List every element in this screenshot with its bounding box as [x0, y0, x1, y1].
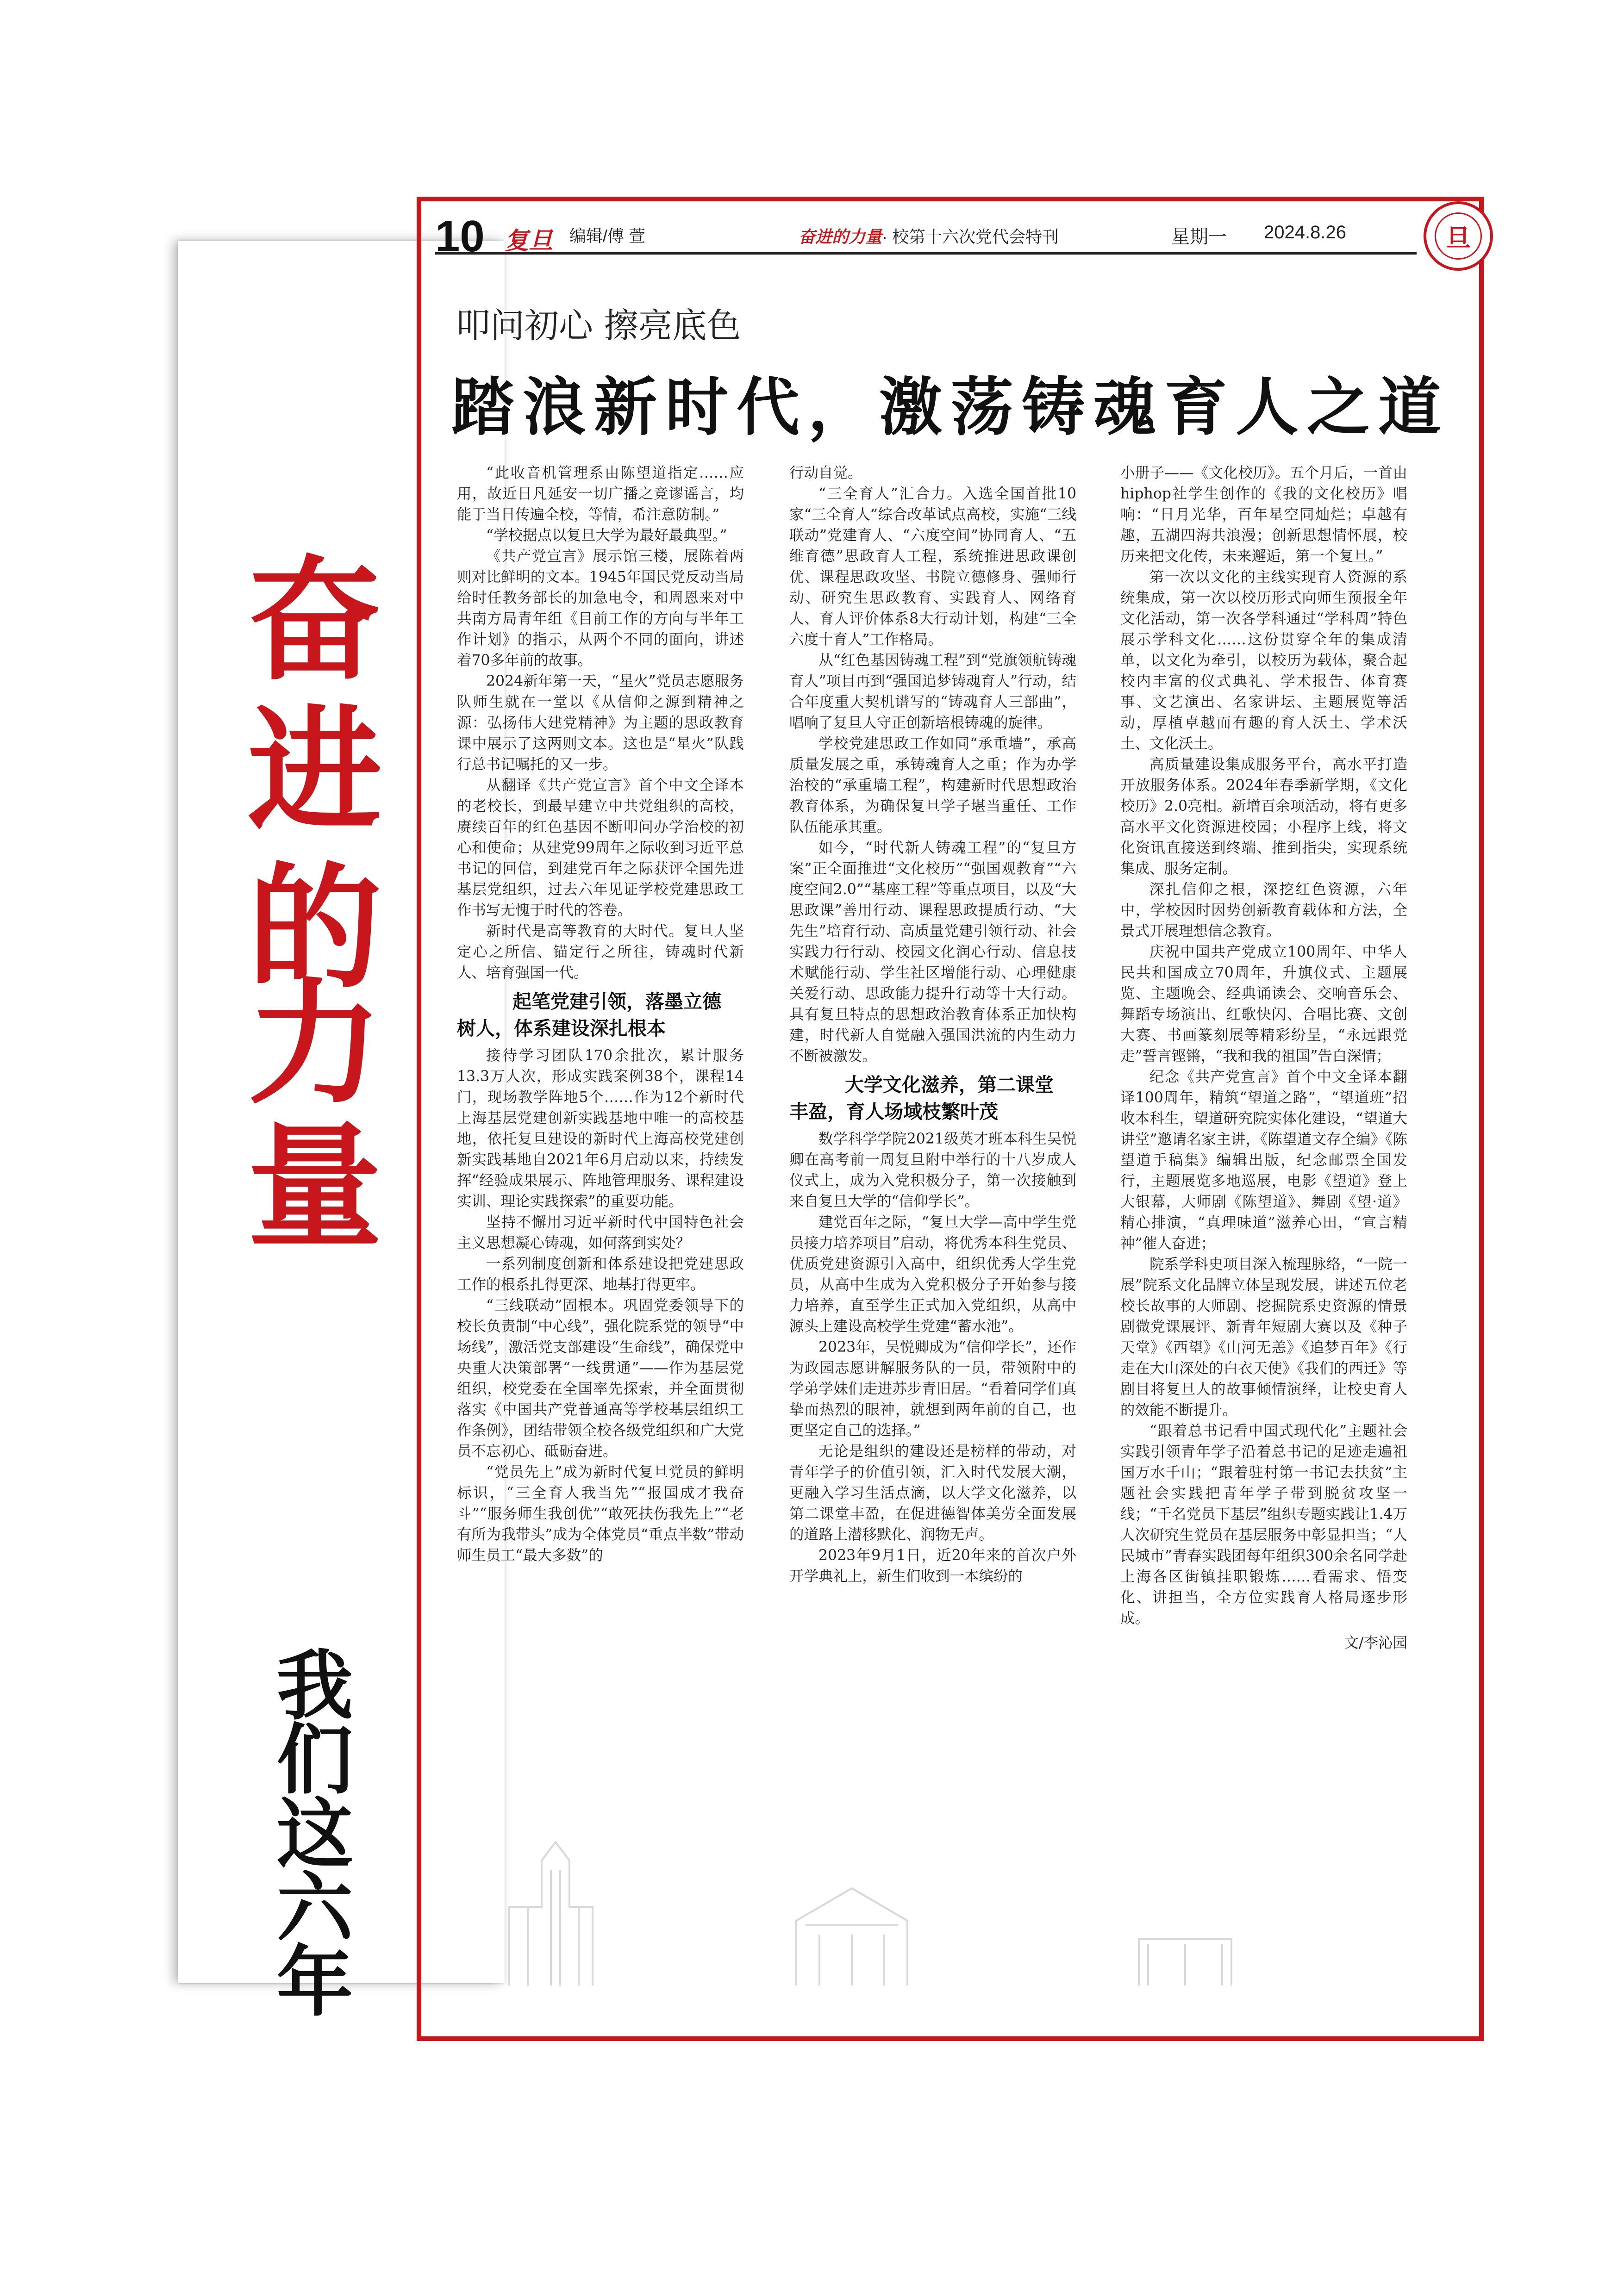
- tagline-char: 六: [276, 1863, 353, 1953]
- article-paragraph: “三全育人”汇合力。入选全国首批10家“三全育人”综合改革试点高校，实施“三线联动”党建育人、“六度空间”协同育人、“五维育德”思政育人工程，系统推进思政课创优、课程思政攻坚、书院立德修身、强师行动、研究生思政教育、实践育人、网络育人、育人评价体系8大行动计划，构建“三全六度十育人”工作格局。: [789, 485, 1076, 648]
- article-paragraph: 一系列制度创新和体系建设把党建思政工作的根系扎得更深、地基打得更牢。: [457, 1256, 744, 1293]
- tagline-char: 年: [276, 1937, 353, 2027]
- article-paragraph: 院系学科史项目深入梳理脉络，“一院一展”院系文化品牌立体呈现发展，讲述五位老校长故事的大师剧、挖掘院系史资源的情景剧微党课展评、新青年短剧大赛以及《种子天堂》《西望》《山河无恙》《追梦百年》《行走在大山深处的白衣天使》《我们的西迁》等剧目将复旦人的故事倾情演绎，让校史育人的效能不断提升。: [1120, 1256, 1407, 1419]
- article-headline: 踏浪新时代，激荡铸魂育人之道: [451, 371, 1449, 444]
- article-paragraph: 2023年，吴悦卿成为“信仰学长”，还作为政园志愿讲解服务队的一员，带领附中的学弟学妹们走进苏步青旧居。“看着同学们真挚而热烈的眼神，就想到两年前的自己，也更坚定自己的选择。”: [789, 1339, 1076, 1439]
- section-heading-line: 起笔党建引领，落墨立德: [512, 990, 721, 1013]
- seal-text: 旦: [1446, 223, 1471, 253]
- section-heading-line: 树人，体系建设深扎根本: [457, 1017, 666, 1039]
- article-column-2: [789, 463, 1076, 1587]
- calligraphy-char: 力: [248, 965, 382, 1122]
- article-paragraph: “学校据点以复旦大学为最好最典型。”: [486, 527, 727, 544]
- special-edition: [799, 224, 1059, 248]
- article-paragraph: 数学科学学院2021级英才班本科生吴悦卿在高考前一周复旦附中举行的十八岁成人仪式上，成为入党积极分子，第一次接触到来自复旦大学的“信仰学长”。: [789, 1131, 1076, 1210]
- special-edition-brand: 奋进的力量: [799, 227, 882, 246]
- author-byline: 文/李沁园: [1344, 1635, 1407, 1651]
- article-paragraph: 坚持不懈用习近平新时代中国特色社会主义思想凝心铸魂，如何落到实处？: [457, 1214, 744, 1251]
- tagline-char: 我: [276, 1641, 353, 1730]
- page-header: [435, 212, 1417, 261]
- university-seal-icon: [1424, 201, 1493, 271]
- article-paragraph: 庆祝中国共产党成立100周年、中华人民共和国成立70周年，升旗仪式、主题展览、主题晚会、经典诵读会、交响音乐会、舞蹈专场演出、红歌快闪、合唱比赛、文创大赛、书画篆刻展等精彩纷呈，“永远跟党走”誓言铿锵，“我和我的祖国”告白深情；: [1120, 944, 1407, 1064]
- calligraphy-char: 进: [248, 692, 382, 849]
- calligraphy-char: 奋: [248, 541, 382, 699]
- article-paragraph: 高质量建设集成服务平台，高水平打造开放服务体系。2024年春季新学期，《文化校历》2.0亮相。新增百余项活动，将有更多高水平文化资源进校园；小程序上线，将文化资讯直接送到终端、推到指尖，实现系统集成、服务定制。: [1120, 756, 1407, 877]
- section-heading: [789, 1071, 1076, 1125]
- article-paragraph: 2023年9月1日，近20年来的首次户外开学典礼上，新生们收到一本缤纷的: [789, 1547, 1076, 1585]
- article-paragraph: 从翻译《共产党宣言》首个中文全译本的老校长，到最早建立中共党组织的高校，赓续百年的红色基因不断叩问办学治校的初心和使命；从建党99周年之际收到习近平总书记的回信，到建党百年之际获评全国先进基层党组织，过去六年见证学校党建思政工作书写无愧于时代的答卷。: [457, 777, 744, 919]
- article-paragraph: 深扎信仰之根，深挖红色资源，六年中，学校因时因势创新教育载体和方法，全景式开展理想信念教育。: [1120, 881, 1407, 940]
- article-paragraph: 第一次以文化的主线实现育人资源的系统集成，第一次以校历形式向师生预报全年文化活动，第一次各学科通过“学科周”特色展示学科文化……这份贯穿全年的集成清单，以文化为牵引，以校历为载体，聚合起校内丰富的仪式典礼、学术报告、体育赛事、文艺演出、名家讲坛、主题展览等活动，厚植卓越而有趣的育人沃土、学术沃土、文化沃土。: [1120, 569, 1407, 752]
- article-paragraph: 从“红色基因铸魂工程”到“党旗领航铸魂育人”项目再到“强国追梦铸魂育人”行动，结合年度重大契机谱写的“铸魂育人三部曲”，唱响了复旦人守正创新培根铸魂的旋律。: [789, 652, 1076, 731]
- article-paragraph: 建党百年之际，“复旦大学—高中学生党员接力培养项目”启动，将优秀本科生党员、优质党建资源引入高中，组织优秀大学生党员，从高中生成为入党积极分子开始参与接力培养，直至学生正式加入党组织，从高中源头上建设高校学生党建“蓄水池”。: [789, 1214, 1076, 1335]
- article-paragraph: “跟着总书记看中国式现代化”主题社会实践引领青年学子沿着总书记的足迹走遍祖国万水千山；“跟着驻村第一书记去扶贫”主题社会实践把青年学子带到脱贫攻坚一线；“千名党员下基层”组织专题实践让1.4万人次研究生党员在基层服务中彰显担当；“人民城市”青春实践团每年组织300余名同学赴上海各区街镇挂职锻炼……看需求、悟变化、讲担当，全方位实践育人格局逐步形成。: [1120, 1423, 1407, 1627]
- article-paragraph: “此收音机管理系由陈望道指定……应用，故近日凡延安一切广播之竞谬谣言，均能于当日传遍全校，等情，希注意防制。”: [457, 465, 744, 523]
- article-paragraph: 纪念《共产党宣言》首个中文全译本翻译100周年，精筑“望道之路”，“望道班”招收本科生，望道研究院实体化建设，“望道大讲堂”邀请名家主讲，《陈望道文存全编》《陈望道手稿集》编辑出版，纪念邮票全国发行，主题展览多地巡展，电影《望道》登上大银幕，大师剧《陈望道》、舞剧《望·道》精心排演，“真理味道”滋养心田，“宣言精神”催人奋进；: [1120, 1069, 1407, 1252]
- calligraphy-char: 的: [248, 849, 382, 1007]
- special-edition-title: · 校第十六次党代会特刊: [882, 227, 1059, 246]
- article-paragraph: 《共产党宣言》展示馆三楼，展陈着两则对比鲜明的文本。1945年国民党反动当局给时任教务部长的加急电令，和周恩来对中共南方局青年组《目前工作的方向与半年工作计划》的指示，从两个不同的面向，讲述着70多年前的故事。: [457, 548, 744, 669]
- weekday: 星期一: [1171, 227, 1227, 247]
- article-paragraph: 小册子——《文化校历》。五个月后，一首由hiphop社学生创作的《我的文化校历》唱响：“日月光华，百年星空同灿烂；卓越有趣，五湖四海共浪漫；创新思想情怀展，校历来把文化传，未来邂逅，第一个复旦。”: [1120, 465, 1407, 565]
- article-subtitle: 叩问初心 擦亮底色: [456, 306, 741, 346]
- article-paragraph: “党员先上”成为新时代复旦党员的鲜明标识，“三全育人我当先”“报国成才我奋斗”“服务师生我创优”“敢死扶伤我先上”“老有所为我带头”成为全体党员“重点半数”带动师生员工“最大多数”的: [457, 1464, 744, 1564]
- section-heading: [457, 988, 744, 1042]
- article-paragraph: 接待学习团队170余批次，累计服务13.3万人次，形成实践案例38个，课程14门，现场教学阵地5个……作为12个新时代上海基层党建创新实践基地中唯一的高校基地，依托复旦建设的新时代上海高校党建创新实践基地自2021年6月启动以来，持续发挥“经验成果展示、阵地管理服务、课程建设实训、理论实践探索”的重要功能。: [457, 1047, 744, 1210]
- article-paragraph: 行动自觉。: [789, 465, 862, 481]
- article-column-1: [457, 463, 744, 1566]
- issue-date: 2024.8.26: [1264, 222, 1346, 243]
- editor-credit: 编辑/傅 萱: [569, 226, 646, 245]
- tagline-char: 们: [276, 1715, 353, 1804]
- article-column-3: [1120, 463, 1407, 1654]
- article-paragraph: 学校党建思政工作如同“承重墙”，承高质量发展之重，承铸魂育人之重；作为办学治校的“承重墙工程”，构建新时代思想政治教育体系，为确保复旦学子堪当重任、工作队伍能承其重。: [789, 735, 1076, 835]
- section-heading-line: 丰盈，育人场域枝繁叶茂: [789, 1101, 998, 1123]
- page-number: 10: [435, 212, 485, 261]
- article-paragraph: 新时代是高等教育的大时代。复旦人坚定心之所信、锚定行之所往，铸魂时代新人、培育强国一代。: [457, 923, 744, 981]
- campus-skyline-illustration: [500, 1768, 1472, 1985]
- article-paragraph: “三线联动”固根本。巩固党委领导下的校长负责制“中心线”，强化院系党的领导“中场线”，激活党支部建设“生命线”，确保党中央重大决策部署“一线贯通”——作为基层党组织，校党委在全国率先探索，并全面贯彻落实《中国共产党普通高等学校基层组织工作条例》，团结带领全校各级党组织和广大党员不忘初心、砥砺奋进。: [457, 1297, 744, 1460]
- article-paragraph: 无论是组织的建设还是榜样的带动，对青年学子的价值引领，汇入时代发展大潮，更融入学习生活点滴，以大学文化滋养，以第二课堂丰盈，在促进德智体美劳全面发展的道路上潜移默化、润物无声。: [789, 1443, 1076, 1543]
- calligraphy-char: 量: [248, 1108, 382, 1266]
- section-heading-line: 大学文化滋养，第二课堂: [845, 1074, 1054, 1096]
- article-paragraph: 如今，“时代新人铸魂工程”的“复旦方案”正全面推进“文化校历”“强国观教育”“六度空间2.0”“基座工程”等重点项目，以及“大思政课”善用行动、课程思政提质行动、“大先生”培育行动、高质量党建引领行动、社会实践力行行动、校园文化润心行动、信息技术赋能行动、学生社区增能行动、心理健康关爱行动、思政能力提升行动等十大行动。具有复旦特点的思想政治教育体系正加快构建，时代新人自觉融入强国洪流的内生动力不断被激发。: [789, 840, 1076, 1064]
- paper-name: 复旦: [505, 227, 553, 255]
- tagline-char: 这: [276, 1789, 353, 1879]
- article-paragraph: 2024新年第一天，“星火”党员志愿服务队师生就在一堂以《从信仰之源到精神之源：弘扬伟大建党精神》为主题的思政教育课中展示了这两则文本。这也是“星火”队践行总书记嘱托的又一步。: [457, 673, 744, 773]
